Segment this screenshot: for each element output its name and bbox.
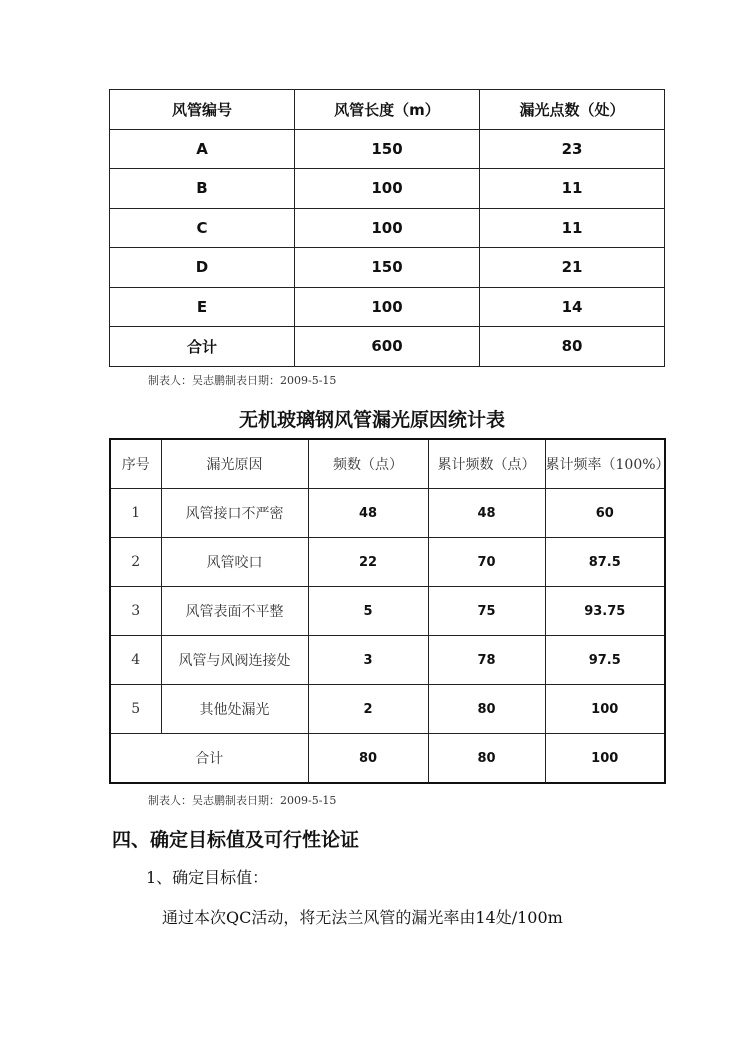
table-title: 无机玻璃钢风管漏光原因统计表 (238, 409, 505, 431)
leak-causes-table (109, 438, 670, 784)
table-row (110, 208, 665, 248)
table-cell: 48 (428, 489, 545, 538)
table-cell: 漏光原因 (161, 439, 308, 489)
table-row (110, 287, 665, 327)
table-cell: 1 (110, 489, 161, 538)
table-cell: 频数（点） (308, 439, 428, 489)
table-cell: 78 (428, 636, 545, 685)
table-cell: 80 (428, 734, 545, 784)
table-cell: 100 (545, 685, 665, 734)
table-cell: 序号 (110, 439, 161, 489)
table-row (110, 248, 665, 288)
table-cell: 100 (295, 208, 480, 248)
table-cell: 60 (545, 489, 665, 538)
table-cell: 80 (308, 734, 428, 784)
table-cell: 合计 (110, 734, 308, 784)
table-cell: 100 (545, 734, 665, 784)
table-note: 制表人：吴志鹏制表日期：2009-5-15 (148, 374, 337, 387)
leak-points-table (109, 89, 665, 367)
table-row (110, 538, 665, 587)
table-cell: 风管编号 (110, 90, 295, 130)
table-cell: 80 (428, 685, 545, 734)
table-cell: 累计频数（点） (428, 439, 545, 489)
table-cell: 100 (295, 169, 480, 209)
table-row (110, 587, 665, 636)
table-cell: D (110, 248, 295, 288)
table-cell: B (110, 169, 295, 209)
table-cell: 70 (428, 538, 545, 587)
table-cell: 80 (480, 327, 665, 367)
header-row (110, 90, 665, 130)
table-cell: 2 (308, 685, 428, 734)
table-cell: 21 (480, 248, 665, 288)
sub-heading: 1、确定目标值： (146, 868, 269, 887)
table-cell: 75 (428, 587, 545, 636)
table-cell: 93.75 (545, 587, 665, 636)
table-cell: 150 (295, 248, 480, 288)
table-cell: E (110, 287, 295, 327)
table-cell: 风管咬口 (161, 538, 308, 587)
table-cell: C (110, 208, 295, 248)
table-cell: 600 (295, 327, 480, 367)
table-cell: 100 (295, 287, 480, 327)
table-cell: 累计频率（100%） (545, 439, 665, 489)
table-cell: 22 (308, 538, 428, 587)
table-cell: 合计 (110, 327, 295, 367)
table-cell: 23 (480, 129, 665, 169)
table-cell: 48 (308, 489, 428, 538)
table-cell: 3 (110, 587, 161, 636)
section-heading: 四、确定目标值及可行性论证 (112, 829, 360, 851)
total-row (110, 734, 665, 784)
table-cell: 5 (110, 685, 161, 734)
table-cell: 2 (110, 538, 161, 587)
table-cell: 其他处漏光 (161, 685, 308, 734)
table-cell: 3 (308, 636, 428, 685)
table-cell: 4 (110, 636, 161, 685)
table-cell: 风管与风阀连接处 (161, 636, 308, 685)
table-cell: A (110, 129, 295, 169)
header-row (110, 439, 665, 489)
table-cell: 11 (480, 169, 665, 209)
table-cell: 5 (308, 587, 428, 636)
table-cell: 风管接口不严密 (161, 489, 308, 538)
table-row (110, 129, 665, 169)
table-cell: 漏光点数（处） (480, 90, 665, 130)
table-cell: 风管长度（m） (295, 90, 480, 130)
table-cell: 14 (480, 287, 665, 327)
paragraph: 通过本次QC活动，将无法兰风管的漏光率由14处/100m (162, 908, 563, 927)
table-row (110, 685, 665, 734)
table-row (110, 489, 665, 538)
table-cell: 11 (480, 208, 665, 248)
table-row (110, 169, 665, 209)
table-cell: 87.5 (545, 538, 665, 587)
table-cell: 150 (295, 129, 480, 169)
table-cell: 风管表面不平整 (161, 587, 308, 636)
table-row (110, 636, 665, 685)
table-cell: 97.5 (545, 636, 665, 685)
table-row (110, 327, 665, 367)
table-note: 制表人：吴志鹏制表日期：2009-5-15 (148, 794, 337, 807)
